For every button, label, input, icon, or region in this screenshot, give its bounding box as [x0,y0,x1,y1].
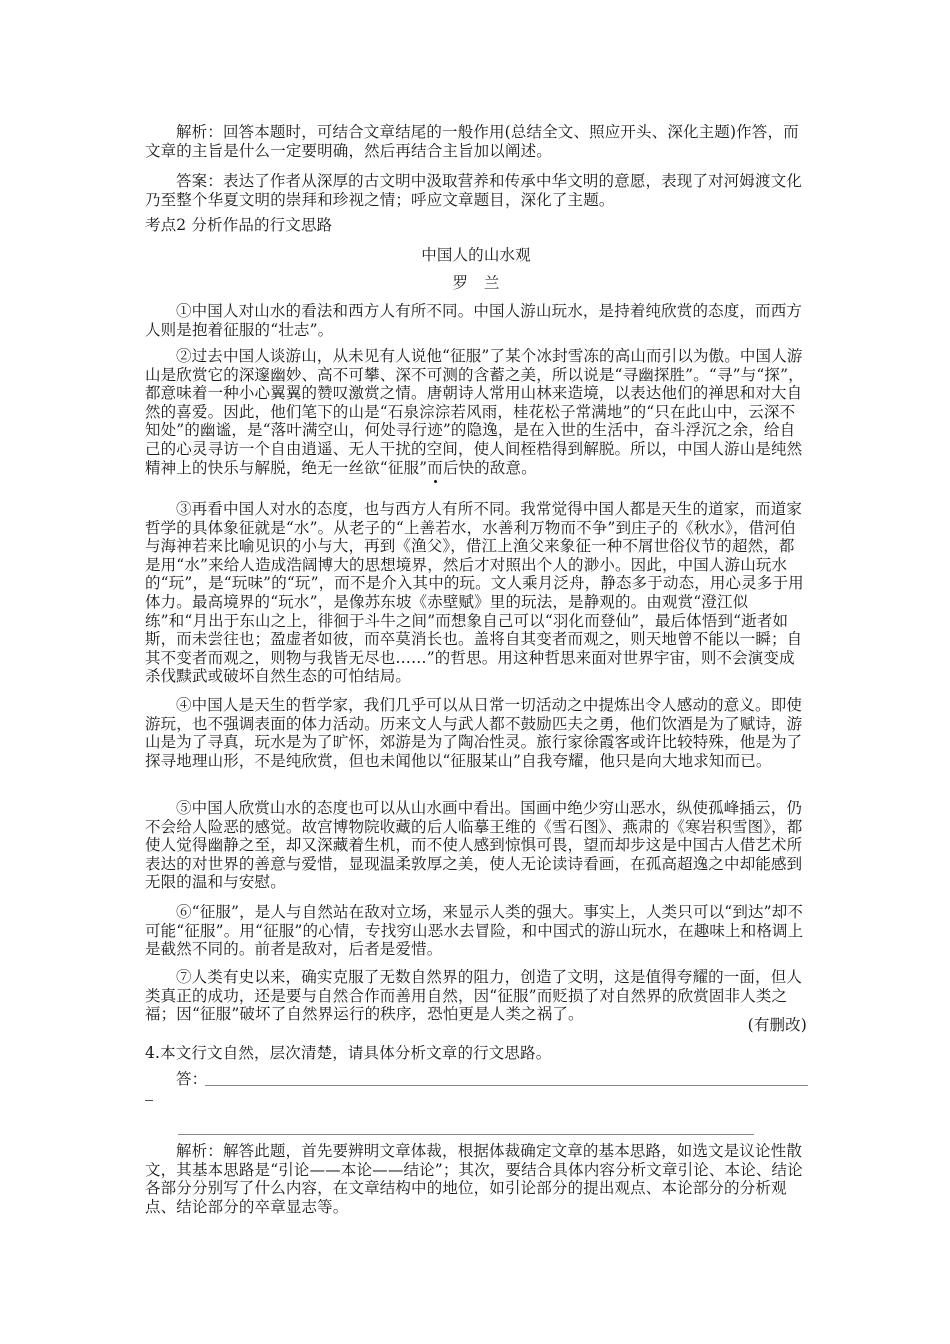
question-analysis: 解析：解答此题，首先要辨明文章体裁，根据体裁确定文章的基本思路，如选文是议论性散文，其基本思路是“引论——本论——结论”；其次，要结合具体内容分析文章引论、本论、结论各部分分别写了什么内容，在文章结构中的地位，如引论部分的提出观点、本论部分的分析观点、结论部分的卒章显志等。 [145,1142,803,1216]
article-paragraph: ⑦人类有史以来，确实克服了无数自然界的阻力，创造了文明，这是值得夸耀的一面，但人类真正的成功，还是要与自然合作而善用自然，因“征服”而贬损了对自然界的欣赏固非人类之福；因“征服”破坏了自然界运行的秩序，恐怕更是人类之祸了。 [145,968,803,1024]
answer-line-2[interactable] [178,1134,754,1135]
emphasis-dot [434,480,437,483]
article-paragraph: ⑥“征服”，是人与自然站在敌对立场，来显示人类的强大。事实上，人类只可以“到达”却不可能“征服”。用“征服”的心情，专找穷山恶水去冒险，和中国式的游山玩水，在趣味上和格调上是截然不同的。前者是敌对，后者是爱惜。 [145,903,804,959]
article-paragraph: ⑤中国人欣赏山水的态度也可以从山水画中看出。国画中绝少穷山恶水，纵使孤峰插云，仍不会给人险恶的感觉。故宫博物院收藏的后人临摹王维的《雪石图》、燕肃的《寒岩积雪图》，都使人觉得幽静之至，却又深藏着生机，而不使人感到惊惧可畏，望而却步这是中国古人借艺术所表达的对世界的善意与爱惜，显现温柔敦厚之美，使人无论读诗看画，在孤高超逸之中却能感到无限的温和与安慰。 [145,799,803,892]
article-author: 罗 兰 [452,274,500,292]
article-paragraph: ①中国人对山水的看法和西方人有所不同。中国人游山玩水，是持着纯欣赏的态度，而西方人则是抱着征服的“壮志”。 [145,302,803,339]
section-heading: 考点2 分析作品的行文思路 [145,216,333,234]
article-paragraph: ④中国人是天生的哲学家，我们几乎可以从日常一切活动之中提炼出令人感动的意义。即使游玩，也不强调表面的体力活动。历来文人与武人都不鼓励匹夫之勇，他们饮酒是为了赋诗，游山是为了寻真，玩水是为了旷怀，郊游是为了陶冶性灵。旅行家徐霞客或许比较特殊，他是为了探寻地理山形，不是纯欣赏，但也未闻他以“征服某山”自我夸耀，他只是向大地求知而已。 [145,696,803,770]
article-note: (有删改) [747,1016,807,1034]
answer-label: 答： [176,1070,208,1088]
answer-line[interactable] [205,1085,808,1086]
intro-analysis: 解析：回答本题时，可结合文章结尾的一般作用(总结全文、照应开头、深化主题)作答，而文章的主旨是什么一定要明确，然后再结合主旨加以阐述。 [145,123,799,160]
question-text: 4.本文行文自然，层次清楚，请具体分析文章的行文思路。 [145,1044,552,1062]
article-paragraph: ③再看中国人对水的态度，也与西方人有所不同。我常觉得中国人都是天生的道家，而道家哲学的具体象征就是“水”。从老子的“上善若水，水善利万物而不争”到庄子的《秋水》，借河伯与海神若来比喻见识的小与大，再到《渔父》，借江上渔父来象征一种不屑世俗仪节的超然，都是用“水”来给人造成浩阔博大的思想境界，然后才对照出个人的渺小。因此，中国人游山玩水的“玩”，是“玩味”的“玩”，而不是介入其中的玩。文人乘月泛舟，静态多于动态，用心灵多于用体力。最高境界的“玩水”，是像苏东坡《赤壁赋》里的玩法，是静观的。由观赏“澄江似练”和“月出于东山之上，徘徊于斗牛之间”而想象自己可以“羽化而登仙”，最后体悟到“逝者如斯，而未尝往也；盈虚者如彼，而卒莫消长也。盖将自其变者而观之，则天地曾不能以一瞬；自其不变者而观之，则物与我皆无尽也……”的哲思。用这种哲思来面对世界宇宙，则不会演变成杀伐黩武或破坏自然生态的可怕结局。 [145,500,804,686]
answer-line-dash [145,1100,153,1101]
article-paragraph: ②过去中国人谈游山，从未见有人说他“征服”了某个冰封雪冻的高山而引以为傲。中国人游山是欣赏它的深邃幽妙、高不可攀、深不可测的含蓄之美，所以说是“寻幽探胜”。“寻”与“探”，都意味着一种小心翼翼的赞叹激赏之情。唐朝诗人常用山林来造境，以表达他们的禅思和对大自然的喜爱。因此，他们笔下的山是“石泉淙淙若风雨，桂花松子常满地”的“只在此山中，云深不知处”的幽谧，是“落叶满空山，何处寻行迹”的隐逸，是在入世的生活中，奋斗浮沉之余，给自己的心灵寻访一个自由逍遥、无人干扰的空间，使人间桎梏得到解脱。所以，中国人游山是纯然精神上的快乐与解脱，绝无一丝欲“征服”而后快的敌意。 [145,347,804,477]
intro-answer: 答案：表达了作者从深厚的古文明中汲取营养和传承中华文明的意愿，表现了对河姆渡文化乃至整个华夏文明的崇拜和珍视之情；呼应文章题目，深化了主题。 [145,172,803,209]
article-title: 中国人的山水观 [421,246,531,264]
